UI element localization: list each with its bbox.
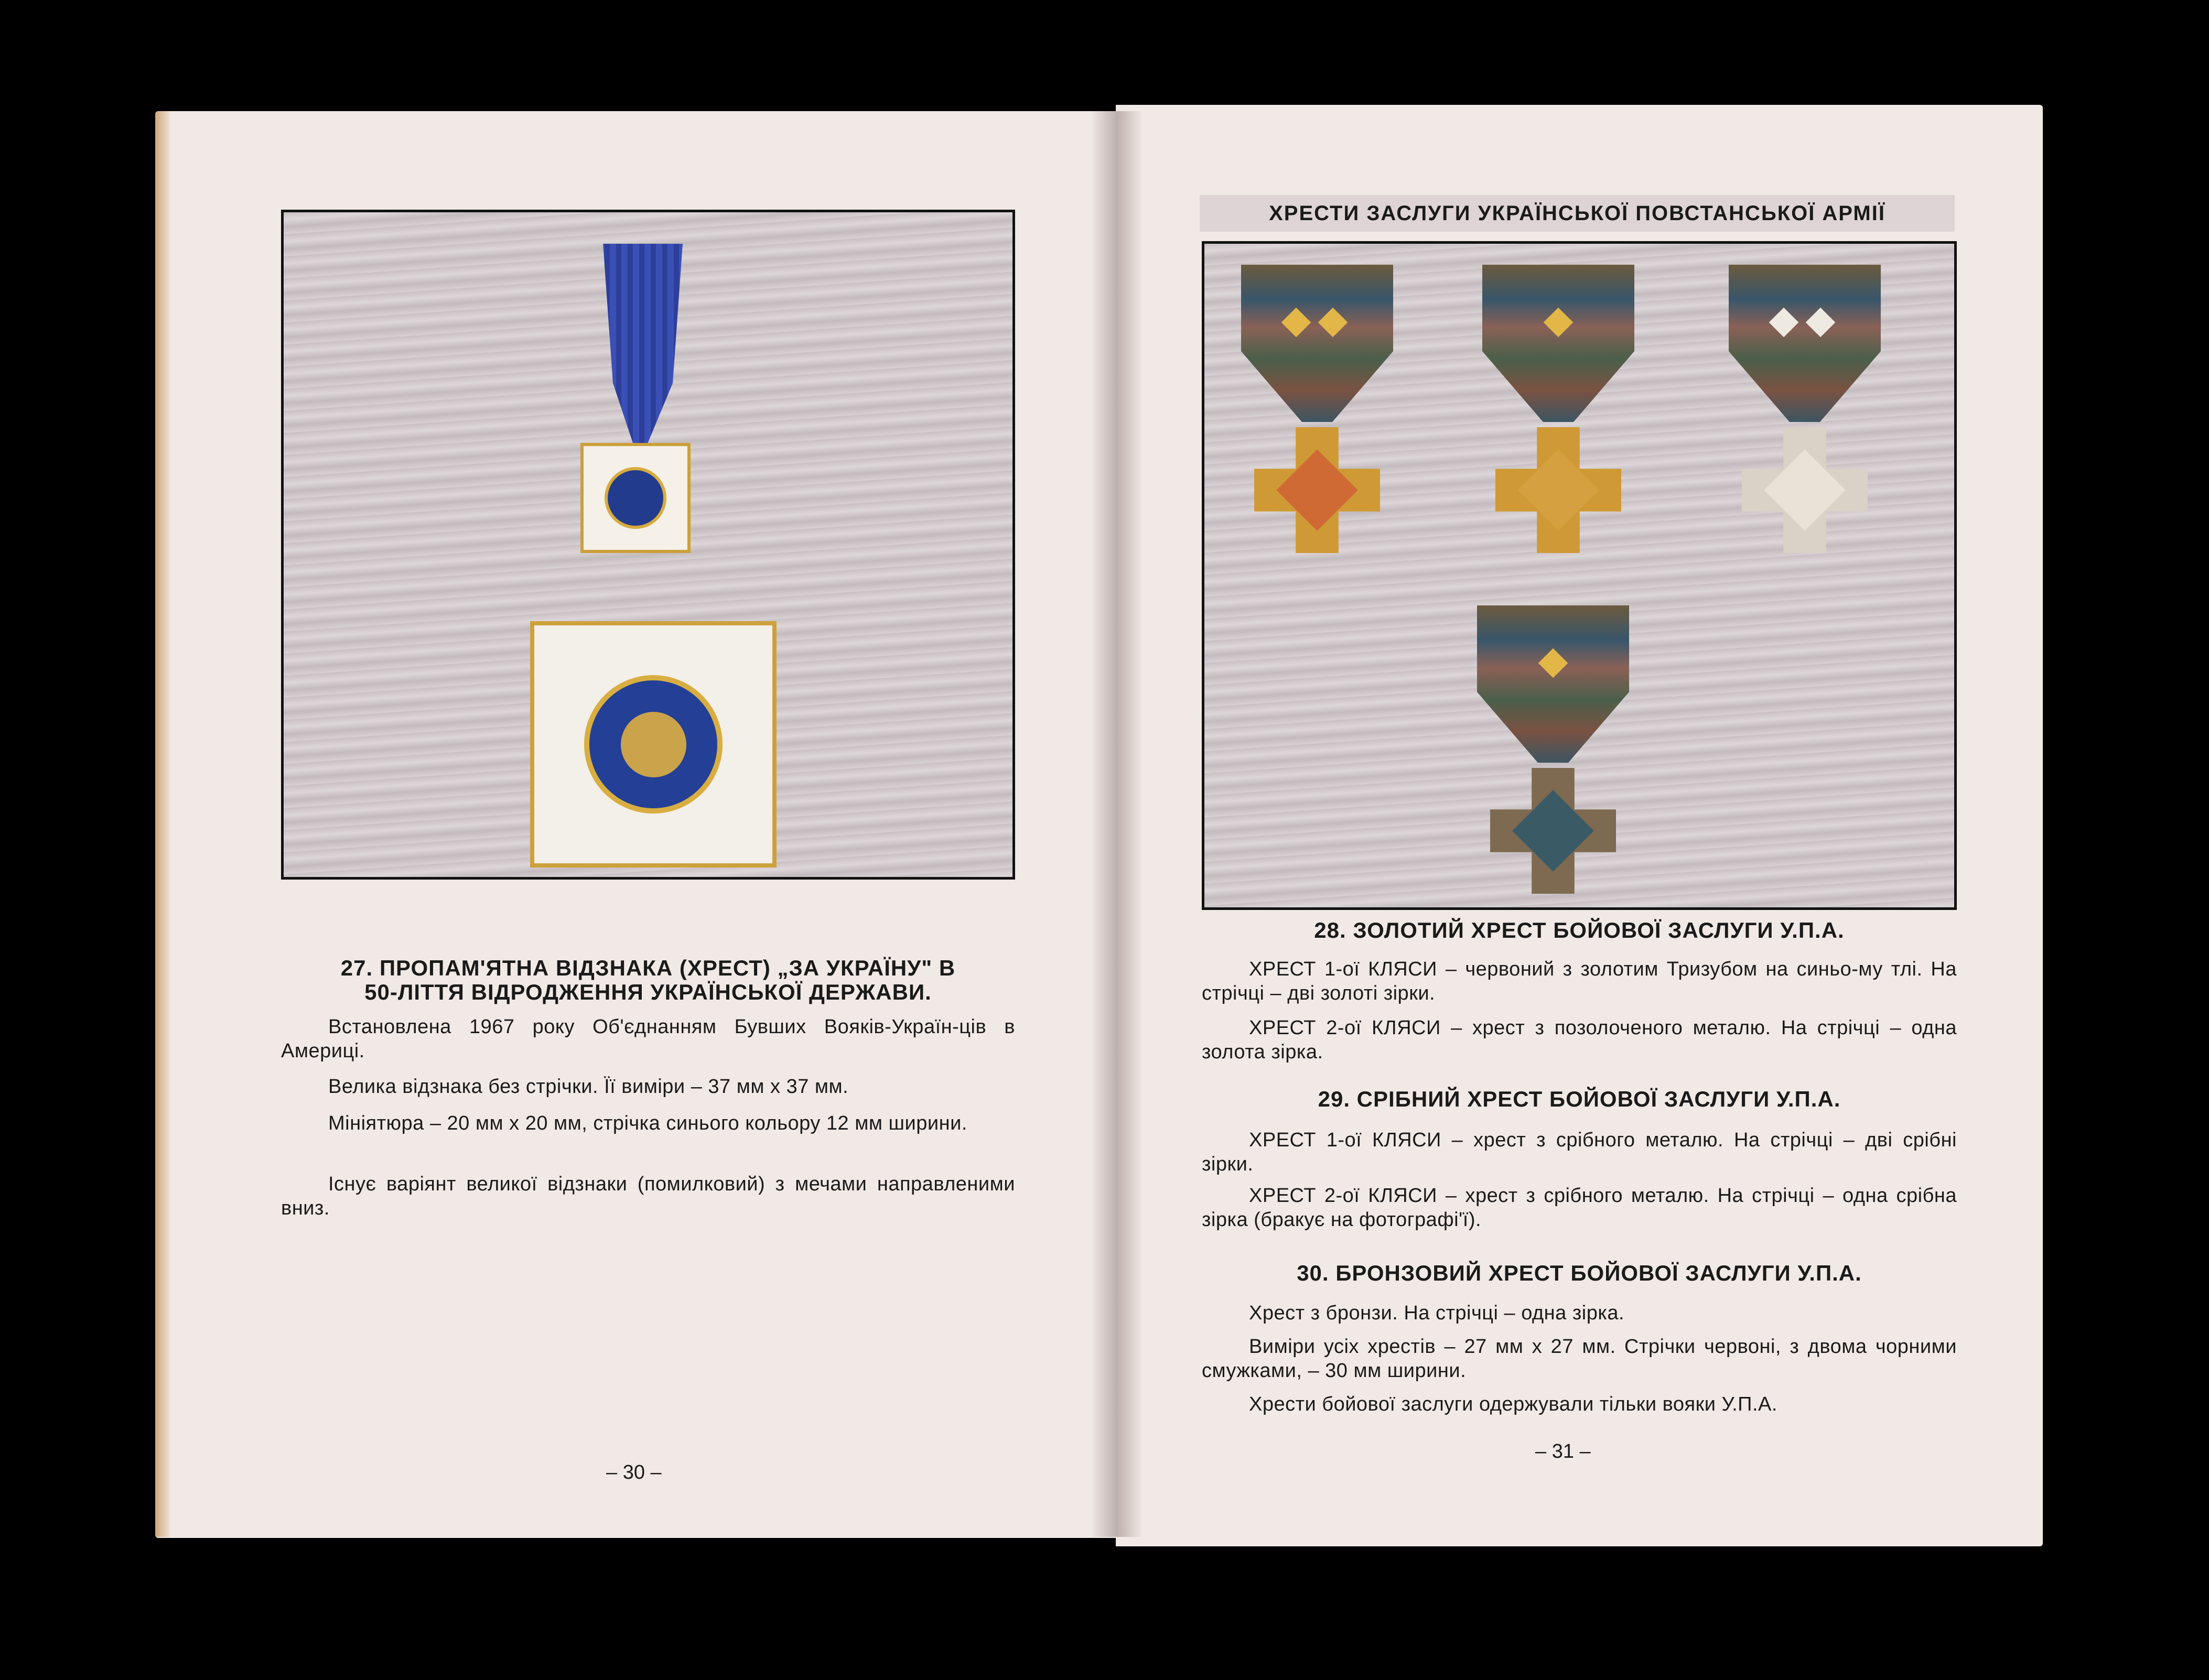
trident-emblem (621, 712, 686, 777)
blue-ribbon (593, 244, 693, 443)
page-number: – 30 – (606, 1461, 662, 1483)
section-29-heading: 29. СРІБНИЙ ХРЕСТ БОЙОВОЇ ЗАСЛУГИ У.П.А. (1318, 1087, 1841, 1111)
ribbon (1477, 605, 1629, 763)
gold-cross-class-1 (1231, 265, 1404, 590)
paragraph: Існує варіянт великої відзнаки (помилковий) з мечами направленими вниз. (281, 1173, 1015, 1219)
section-27-heading (281, 956, 1015, 1004)
ribbon (1241, 265, 1393, 422)
miniature-cross (580, 443, 691, 553)
ribbon (1482, 265, 1634, 422)
large-cross (530, 621, 777, 868)
medal-photo-za-ukrainu (281, 210, 1015, 880)
gold-cross-class-2 (1472, 265, 1645, 590)
paragraph: ХРЕСТ 1-ої КЛЯСИ – червоний з золотим Тризубом на синьо-му тлі. На стрічці – дві золоті зірки. (1202, 958, 1957, 1004)
paragraph: ХРЕСТ 2-ої КЛЯСИ – хрест з срібного металю. На стрічці – одна срібна зірка (бракує на фотографі'ї). (1202, 1185, 1957, 1231)
section-28-heading: 28. ЗОЛОТИЙ ХРЕСТ БОЙОВОЇ ЗАСЛУГИ У.П.А. (1314, 918, 1845, 942)
left-page (155, 111, 1118, 1538)
ribbon (1729, 265, 1881, 422)
section-27-heading-line1: 27. ПРОПАМ'ЯТНА ВІДЗНАКА (ХРЕСТ) „ЗА УКРАЇНУ" В (340, 956, 956, 980)
paragraph: Велика відзнака без стрічки. Її виміри – 37 мм х 37 мм. (328, 1076, 849, 1098)
paragraph: Хрест з бронзи. На стрічці – одна зірка. (1249, 1302, 1625, 1324)
silver-cross-class-1 (1718, 265, 1891, 590)
page-number: – 31 – (1535, 1440, 1591, 1462)
cross-center (1764, 449, 1846, 531)
cross-center (1512, 790, 1594, 872)
paragraph: Хрести бойової заслуги одержували тільки вояки У.П.А. (1249, 1393, 1777, 1415)
paragraph: Встановлена 1967 року Об'єднанням Бувших Вояків-Україн-ців в Америці. (281, 1016, 1015, 1062)
right-page (1116, 105, 2043, 1546)
bronze-cross (1467, 605, 1640, 930)
large-cross-disc (584, 675, 723, 814)
section-30-heading: 30. БРОНЗОВИЙ ХРЕСТ БОЙОВОЇ ЗАСЛУГИ У.П.А. (1297, 1261, 1862, 1285)
miniature-disc (605, 467, 666, 529)
page-edge (155, 111, 170, 1537)
paragraph: Виміри усіх хрестів – 27 мм х 27 мм. Стрічки червоні, з двома чорними смужками, – 30 мм ширини. (1202, 1336, 1957, 1382)
paragraph: ХРЕСТ 1-ої КЛЯСИ – хрест з срібного металю. На стрічці – дві срібні зірки. (1202, 1129, 1957, 1175)
paragraph: ХРЕСТ 2-ої КЛЯСИ – хрест з позолоченого металю. На стрічці – одна золота зірка. (1202, 1017, 1957, 1063)
paragraph: Мініятюра – 20 мм х 20 мм, стрічка синього кольору 12 мм ширини. (328, 1112, 967, 1134)
page-banner-title: ХРЕСТИ ЗАСЛУГИ УКРАЇНСЬКОЇ ПОВСТАНСЬКОЇ АРМІЇ (1200, 195, 1955, 232)
cross-center (1517, 449, 1599, 531)
upa-crosses-photo (1202, 241, 1957, 910)
section-27-heading-line2: 50-ЛІТТЯ ВІДРОДЖЕННЯ УКРАЇНСЬКОЇ ДЕРЖАВИ. (364, 980, 932, 1004)
cross-center (1276, 449, 1358, 531)
